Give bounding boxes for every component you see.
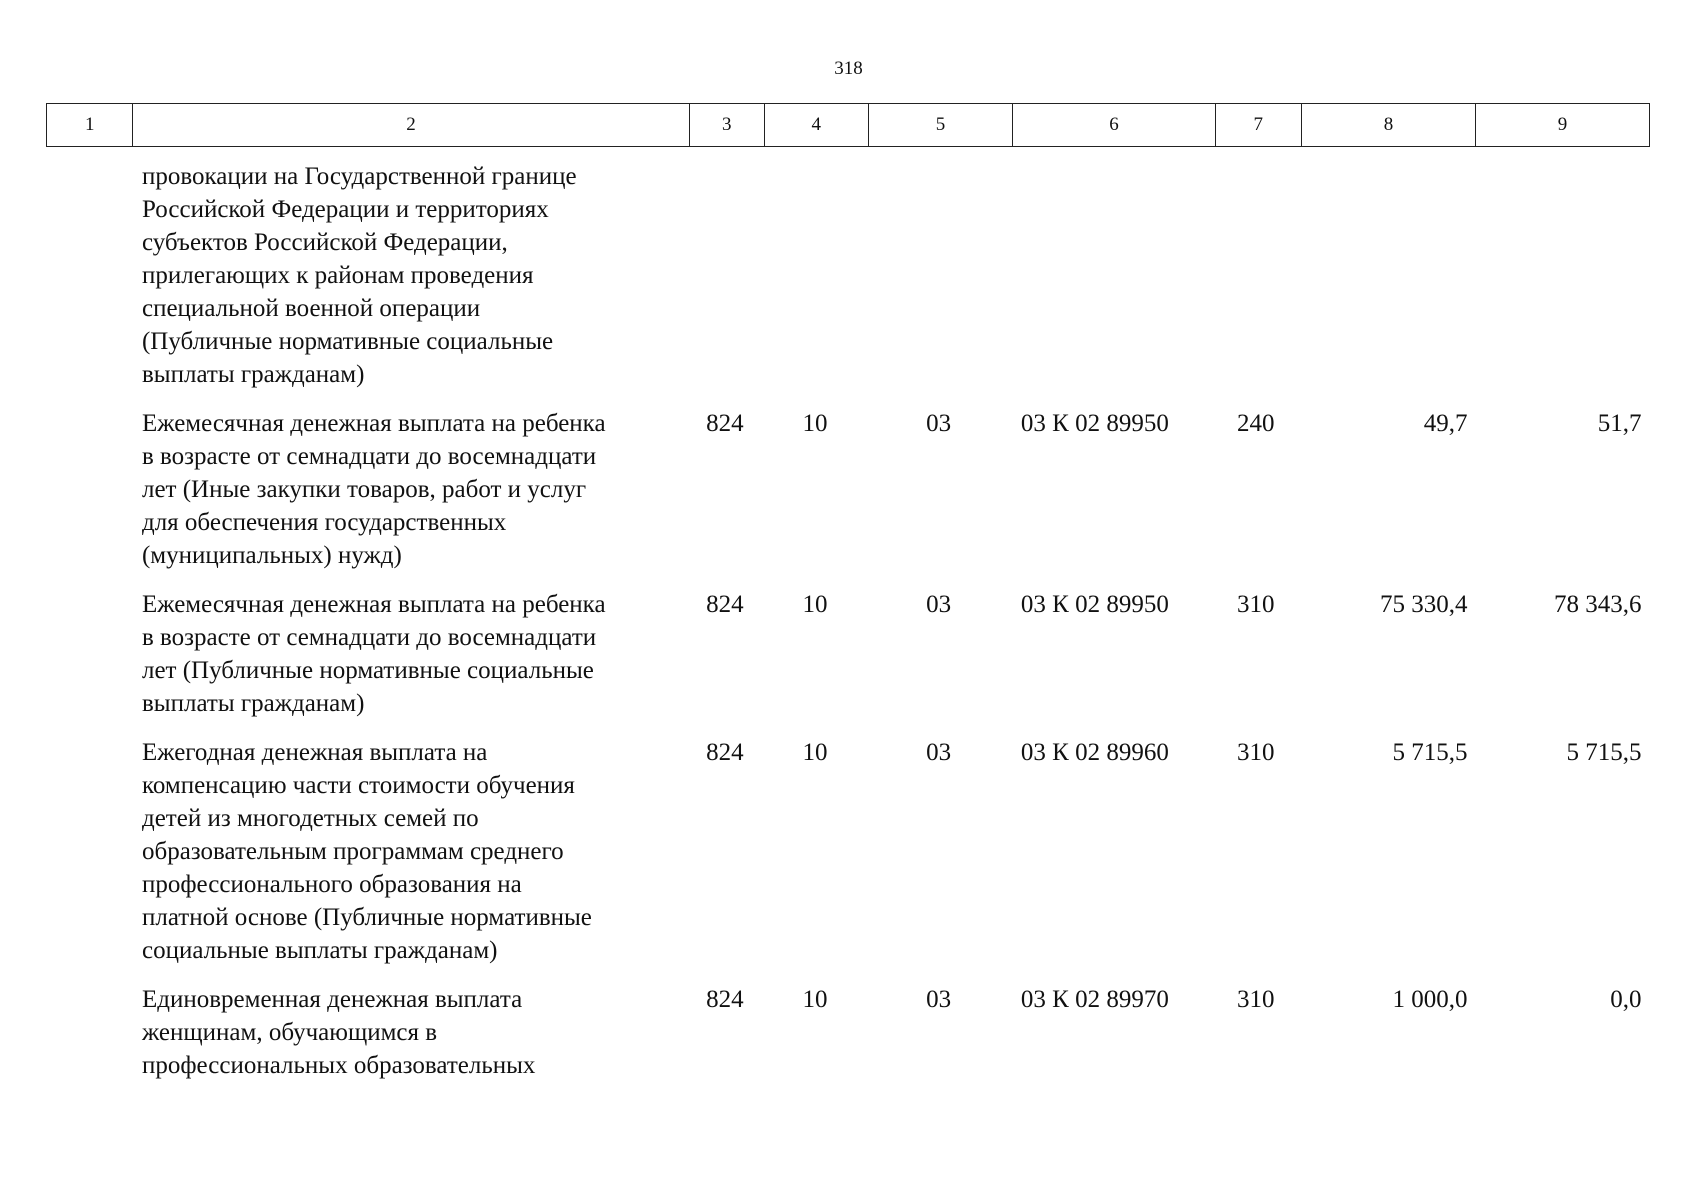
cell-4: 10 [802,739,828,766]
description-line: провокации на Государственной границе [141,163,577,190]
description-line: Российской Федерации и территориях [141,196,549,223]
table-row [47,983,1650,1098]
cell-1 [47,736,133,983]
cell-4 [765,147,869,408]
cell-5 [868,147,1013,408]
description-line: Ежемесячная денежная выплата на ребенка [141,591,606,618]
cell-1 [47,588,133,736]
description-line: женщинам, обучающимся в [141,1019,438,1046]
description-line: (Публичные нормативные социальные [141,328,554,355]
cell-7: 310 [1237,591,1275,618]
description-line: лет (Публичные нормативные социальные [141,657,594,684]
description-line: специальной военной операции [141,295,481,322]
page-number: 318 [834,58,863,79]
cell-4: 10 [802,986,828,1013]
header-cell-5: 5 [868,104,1013,147]
description-line: в возрасте от семнадцати до восемнадцати [141,443,597,470]
description-line: выплаты гражданам) [141,361,365,388]
cell-6: 03 К 02 89960 [1020,739,1169,766]
cell-6: 03 К 02 89950 [1020,591,1169,618]
cell-4: 10 [802,591,828,618]
description-line: (муниципальных) нужд) [141,542,402,569]
cell-description [133,983,689,1098]
description-line: компенсацию части стоимости обучения [141,772,575,799]
cell-description [133,736,689,983]
description-line: Единовременная денежная выплата [141,986,523,1013]
cell-9: 51,7 [1597,410,1642,437]
description-line: профессионального образования на [141,871,522,898]
cell-6 [1013,147,1215,408]
cell-7: 240 [1237,410,1275,437]
cell-3: 824 [706,739,744,766]
table-row [47,147,1650,408]
cell-3: 824 [706,410,744,437]
header-cell-7: 7 [1215,104,1301,147]
description-line: Ежегодная денежная выплата на [141,739,488,766]
table-row [47,736,1650,983]
description-line: платной основе (Публичные нормативные [141,904,592,931]
cell-4: 10 [802,410,828,437]
cell-9: 0,0 [1610,986,1642,1013]
header-cell-2: 2 [133,104,689,147]
cell-9 [1475,147,1649,408]
cell-3: 824 [706,986,744,1013]
cell-9: 78 343,6 [1554,591,1642,618]
cell-3 [689,147,764,408]
cell-8: 5 715,5 [1392,739,1468,766]
cell-3: 824 [706,591,744,618]
cell-5: 03 [926,591,952,618]
cell-description [133,407,689,588]
cell-6: 03 К 02 89950 [1020,410,1169,437]
header-cell-6: 6 [1013,104,1215,147]
table-body [47,147,1650,1099]
cell-9: 5 715,5 [1566,739,1642,766]
cell-1 [47,147,133,408]
cell-8: 49,7 [1423,410,1468,437]
cell-description [133,147,689,408]
cell-7: 310 [1237,986,1275,1013]
description-line: профессиональных образовательных [141,1052,536,1079]
cell-8 [1302,147,1476,408]
description-line: выплаты гражданам) [141,690,365,717]
header-cell-4: 4 [765,104,869,147]
description-line: субъектов Российской Федерации, [141,229,508,256]
cell-6: 03 К 02 89970 [1020,986,1169,1013]
cell-7: 310 [1237,739,1275,766]
description-line: детей из многодетных семей по [141,805,479,832]
cell-7 [1215,147,1301,408]
header-cell-1: 1 [47,104,133,147]
header-row [47,104,1650,147]
cell-8: 75 330,4 [1379,591,1468,618]
description-line: образовательным программам среднего [141,838,564,865]
cell-5: 03 [926,410,952,437]
description-line: для обеспечения государственных [141,509,507,536]
header-cell-3: 3 [689,104,764,147]
cell-5: 03 [926,986,952,1013]
cell-5: 03 [926,739,952,766]
cell-description [133,588,689,736]
cell-1 [47,407,133,588]
description-line: Ежемесячная денежная выплата на ребенка [141,410,606,437]
description-line: социальные выплаты гражданам) [141,937,498,964]
cell-1 [47,983,133,1098]
header-cell-9: 9 [1475,104,1649,147]
description-line: прилегающих к районам проведения [141,262,534,289]
cell-8: 1 000,0 [1392,986,1468,1013]
description-line: в возрасте от семнадцати до восемнадцати [141,624,597,651]
table-row [47,407,1650,588]
budget-table [46,103,1650,1098]
description-line: лет (Иные закупки товаров, работ и услуг [141,476,587,503]
table-row [47,588,1650,736]
header-cell-8: 8 [1302,104,1476,147]
